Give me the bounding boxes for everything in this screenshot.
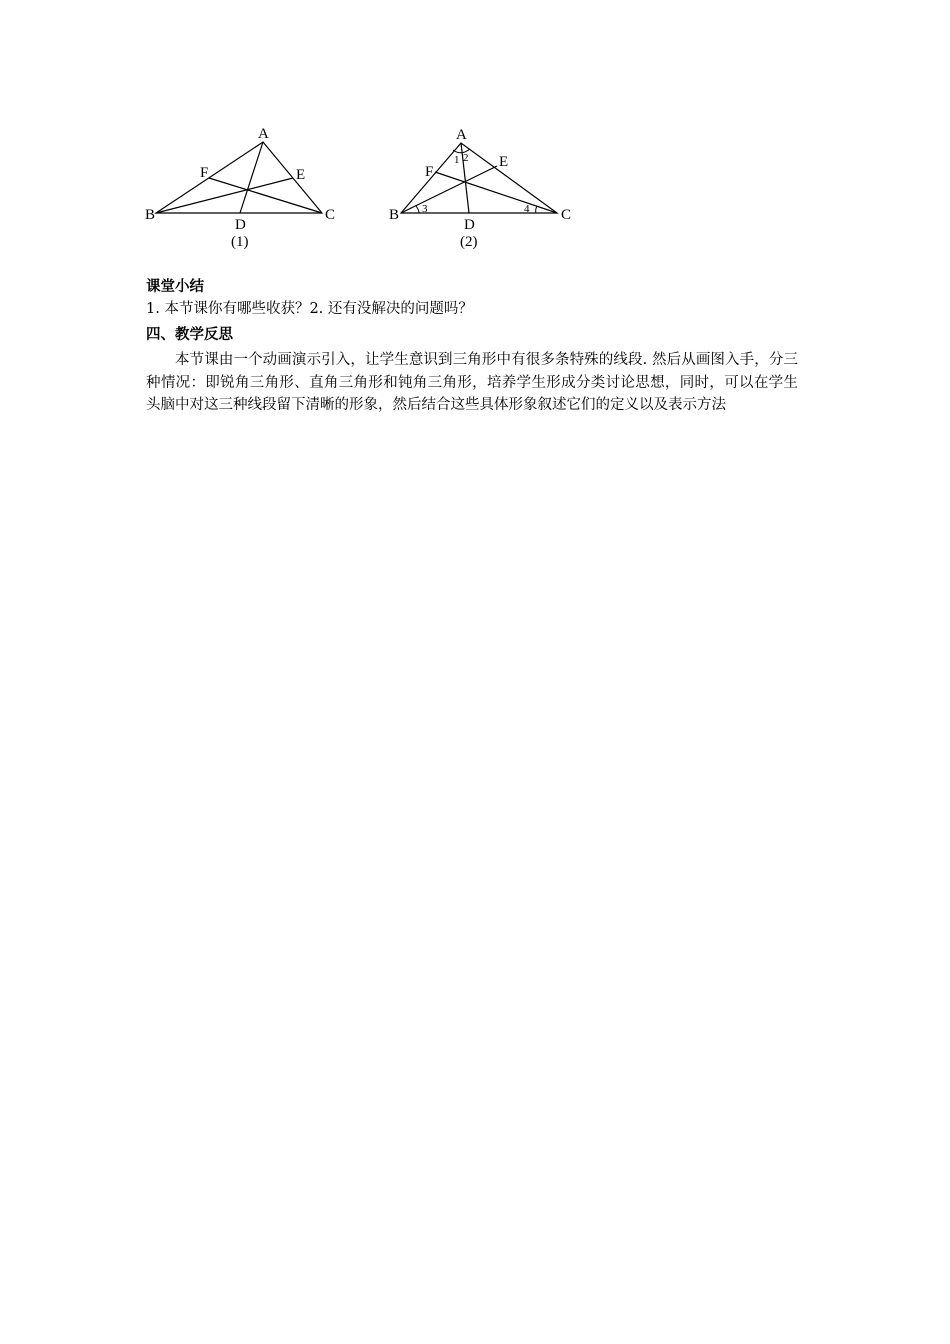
reflection-heading: 四、教学反思 — [146, 327, 233, 343]
fig2-label-a: A — [456, 127, 467, 143]
fig1-label-a: A — [258, 126, 269, 142]
fig2-label-d: D — [464, 217, 475, 233]
fig2-angle-2: 2 — [463, 152, 469, 164]
fig1-label-f: F — [200, 165, 209, 181]
summary-questions: 1. 本节课你有哪些收获？2. 还有没解决的问题吗？ — [146, 301, 473, 317]
fig2-angle-1: 1 — [454, 154, 460, 166]
fig2-label-f: F — [425, 164, 434, 180]
summary-heading: 课堂小结 — [146, 279, 204, 295]
fig2-label-e: E — [499, 154, 509, 170]
fig2-angle-3: 3 — [422, 203, 428, 215]
fig1-caption: (1) — [231, 234, 249, 250]
reflection-body: 本节课由一个动画演示引入，让学生意识到三角形中有很多条特殊的线段. 然后从画图入手，分三种情况：即锐角三角形、直角三角形和钝角三角形，培养学生形成分类讨论思想，同时，可以在学生头脑中对这三种线段留下清晰的形象，然后结合这些具体形象叙述它们的定义以及表示方法 — [146, 352, 798, 413]
fig1-label-b: B — [145, 207, 156, 223]
fig1-label-c: C — [325, 207, 336, 223]
fig2-label-c: C — [561, 207, 572, 223]
triangle-figures — [0, 0, 950, 260]
fig1-label-e: E — [296, 167, 306, 183]
fig1-label-d: D — [235, 217, 246, 233]
fig2-angle-4: 4 — [524, 203, 530, 215]
fig2-caption: (2) — [460, 234, 478, 250]
fig2-label-b: B — [389, 207, 400, 223]
